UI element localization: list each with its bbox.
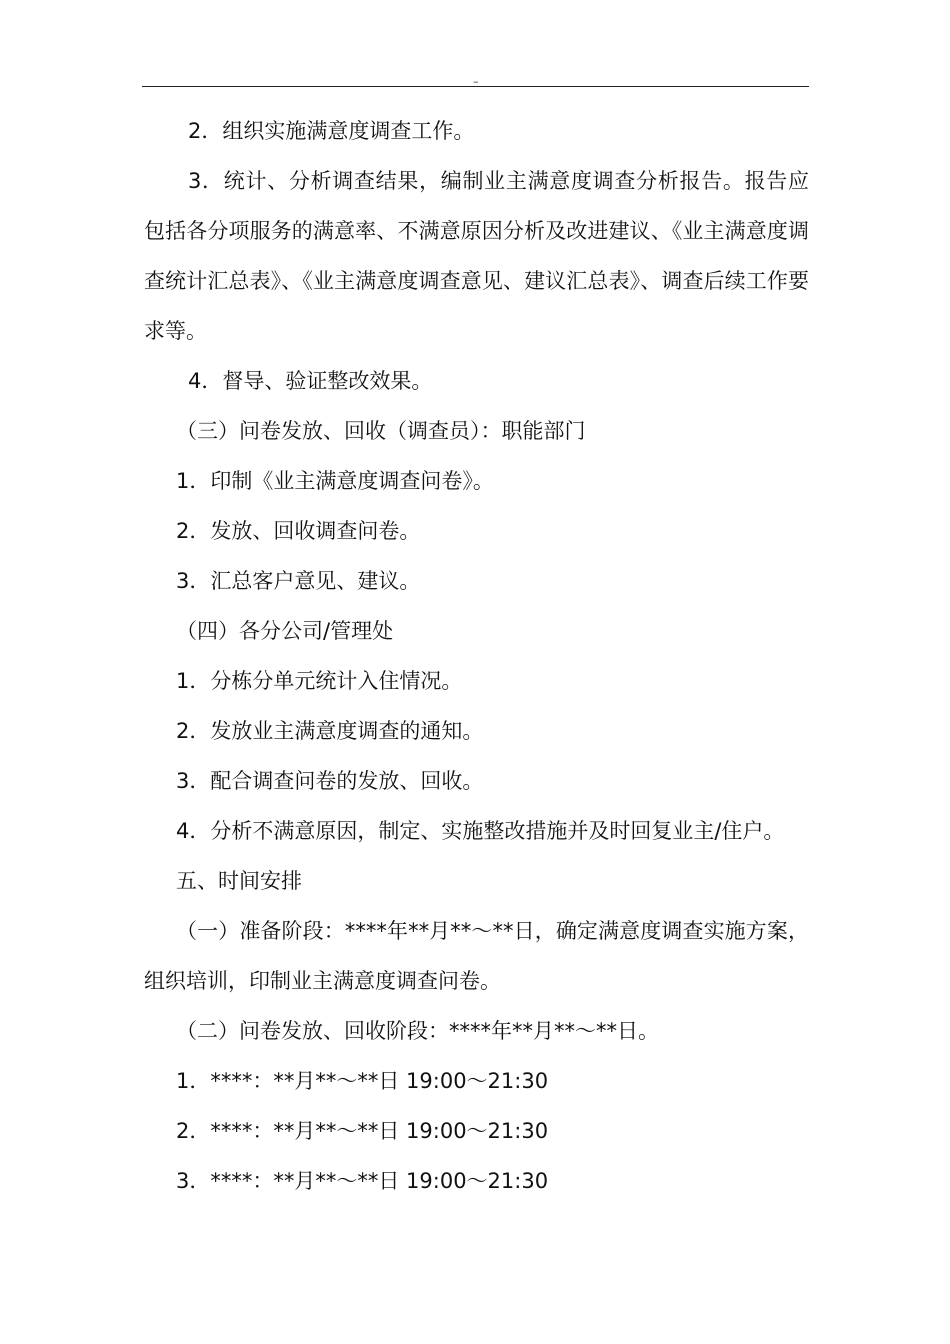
chapter-5-heading: 五、时间安排 bbox=[176, 869, 302, 893]
schedule-item-3: 3．****：**月**～**日 19:00～21:30 bbox=[176, 1169, 549, 1193]
section-3-heading: （三）问卷发放、回收（调查员）：职能部门 bbox=[176, 419, 586, 443]
section-3-item-2: 2．发放、回收调查问卷。 bbox=[176, 519, 421, 543]
section-4-item-4: 4．分析不满意原因，制定、实施整改措施并及时回复业主/住户。 bbox=[176, 819, 785, 843]
item-2-organize-survey: 2．组织实施满意度调查工作。 bbox=[188, 119, 475, 143]
phase-2-distribution: （二）问卷发放、回收阶段：****年**月**～**日。 bbox=[176, 1019, 659, 1043]
schedule-item-2: 2．****：**月**～**日 19:00～21:30 bbox=[176, 1119, 549, 1143]
header-mark: – bbox=[473, 75, 479, 88]
section-4-item-3: 3．配合调查问卷的发放、回收。 bbox=[176, 769, 484, 793]
section-4-item-1: 1．分栋分单元统计入住情况。 bbox=[176, 669, 463, 693]
section-3-item-3: 3．汇总客户意见、建议。 bbox=[176, 569, 421, 593]
item-4-supervise-rectification: 4．督导、验证整改效果。 bbox=[188, 369, 433, 393]
section-4-heading: （四）各分公司/管理处 bbox=[176, 619, 394, 643]
schedule-item-1: 1．****：**月**～**日 19:00～21:30 bbox=[176, 1069, 549, 1093]
document-body bbox=[144, 106, 809, 1206]
phase-1-preparation: （一）准备阶段：****年**月**～**日，确定满意度调查实施方案，组织培训，印制业主满意度调查问卷。 bbox=[144, 919, 809, 993]
section-3-item-1: 1．印制《业主满意度调查问卷》。 bbox=[176, 469, 494, 493]
item-3-statistics-analysis: 3．统计、分析调查结果，编制业主满意度调查分析报告。报告应包括各分项服务的满意率、不满意原因分析及改进建议、《业主满意度调查统计汇总表》、《业主满意度调查意见、建议汇总表》、调查后续工作要求等。 bbox=[144, 169, 809, 343]
section-4-item-2: 2．发放业主满意度调查的通知。 bbox=[176, 719, 484, 743]
